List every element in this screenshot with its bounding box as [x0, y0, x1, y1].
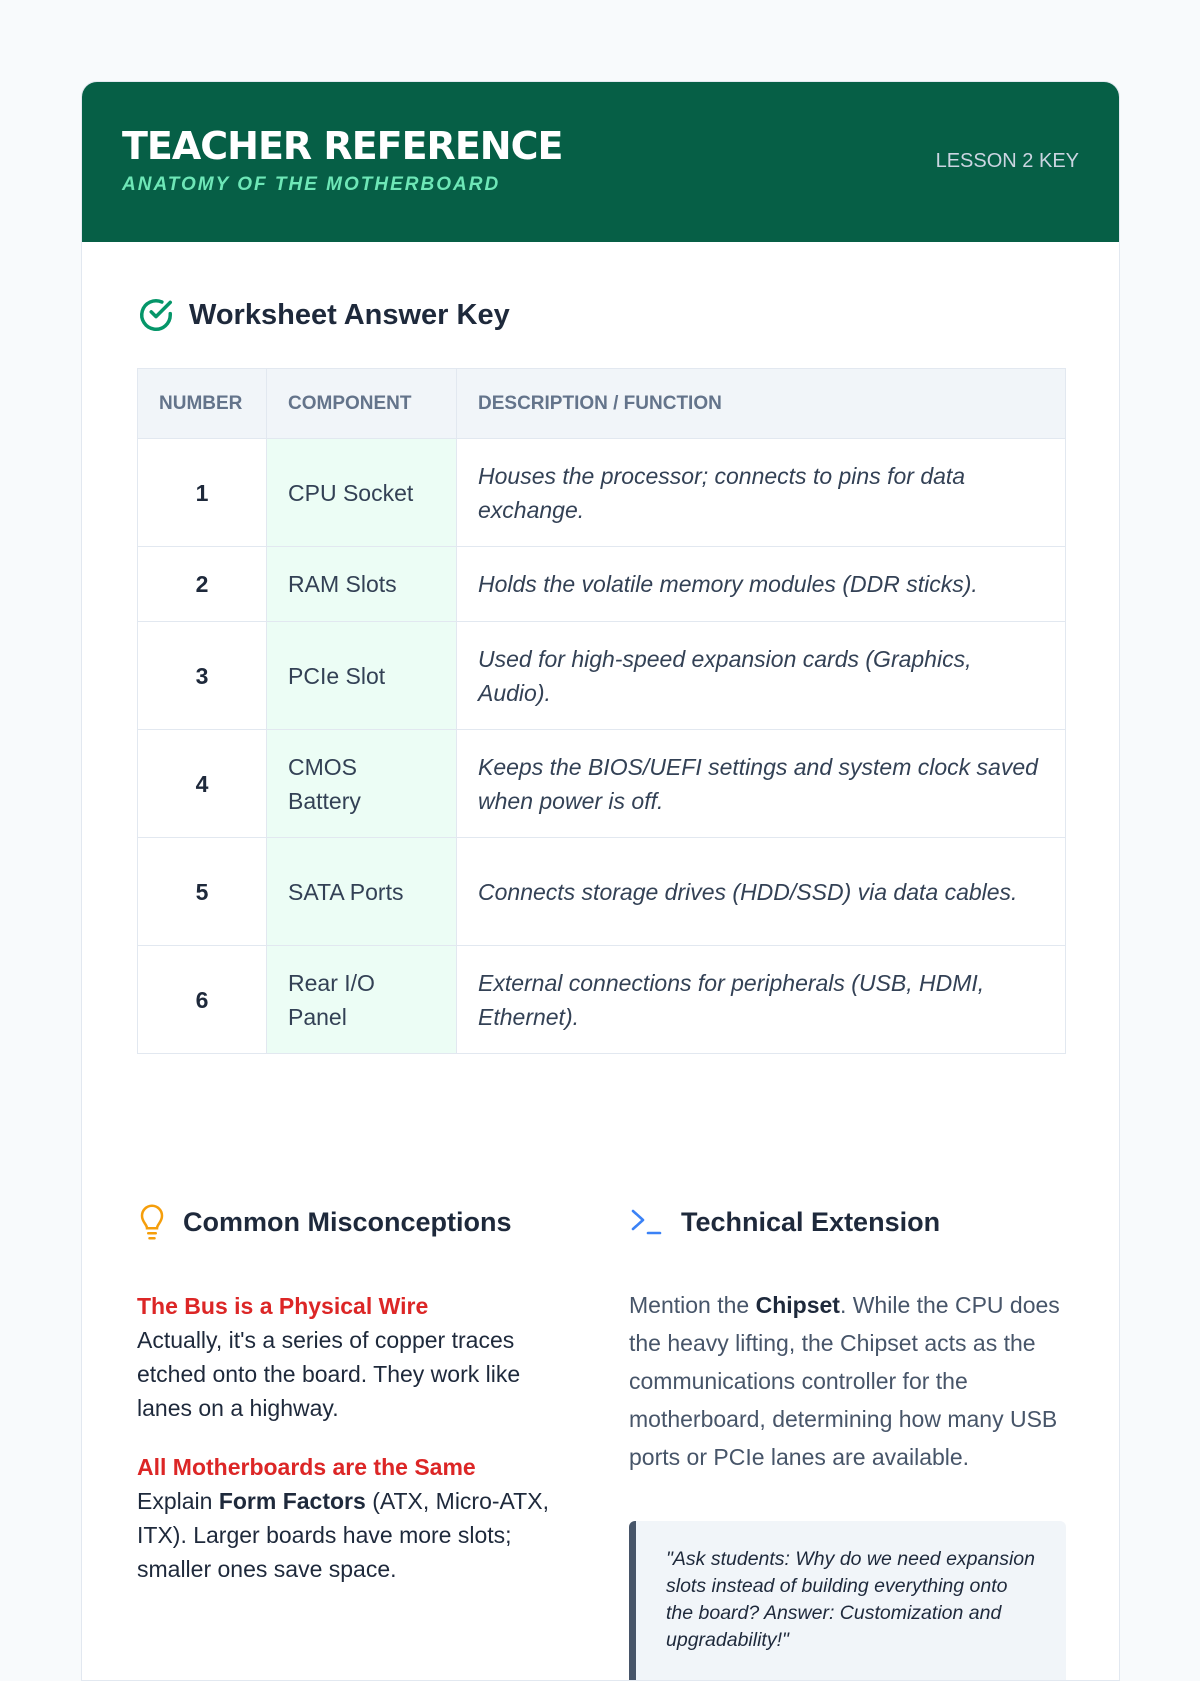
misconceptions-section — [137, 1202, 577, 1586]
section-title: Worksheet Answer Key — [189, 298, 510, 331]
terminal-icon — [629, 1207, 665, 1237]
cell-description: Connects storage drives (HDD/SSD) via data cables. — [457, 838, 1066, 946]
cell-number: 6 — [138, 946, 267, 1054]
cell-number: 1 — [138, 439, 267, 547]
extension-body — [629, 1286, 1066, 1476]
lesson-label: LESSON 2 KEY — [935, 150, 1079, 172]
check-circle-icon — [137, 296, 175, 334]
text: (ATX, Micro-ATX, ITX). Larger boards have more slots; smaller ones save space. — [137, 1488, 549, 1582]
teacher-quote: "Ask students: Why do we need expansion slots instead of building everything onto the board? Answer: Customization and upgradability!" — [629, 1521, 1066, 1681]
table-row — [138, 622, 1066, 730]
cell-number: 4 — [138, 730, 267, 838]
misconception-title: The Bus is a Physical Wire — [137, 1293, 429, 1319]
reference-card — [81, 81, 1120, 1681]
page-subtitle: ANATOMY OF THE MOTHERBOARD — [122, 174, 501, 195]
column-header: NUMBER — [138, 369, 267, 439]
table-row — [138, 730, 1066, 838]
cell-description: Used for high-speed expansion cards (Graphics, Audio). — [457, 622, 1066, 730]
extension-section — [629, 1202, 1066, 1681]
answer-key-heading — [137, 296, 510, 334]
column-header: COMPONENT — [267, 369, 457, 439]
cell-component: PCIe Slot — [267, 622, 457, 730]
cell-description: Holds the volatile memory modules (DDR sticks). — [457, 547, 1066, 622]
cell-component: RAM Slots — [267, 547, 457, 622]
cell-description: Houses the processor; connects to pins for data exchange. — [457, 439, 1066, 547]
cell-number: 2 — [138, 547, 267, 622]
header-banner — [82, 82, 1119, 242]
section-title: Common Misconceptions — [183, 1206, 512, 1237]
misconception-title: All Motherboards are the Same — [137, 1454, 476, 1480]
cell-description: Keeps the BIOS/UEFI settings and system clock saved when power is off. — [457, 730, 1066, 838]
cell-component: Rear I/O Panel — [267, 946, 457, 1054]
text-bold: Chipset — [755, 1292, 840, 1318]
page-title: TEACHER REFERENCE — [122, 124, 563, 168]
table-row — [138, 439, 1066, 547]
cell-description: External connections for peripherals (USB, HDMI, Ethernet). — [457, 946, 1066, 1054]
text: . While the CPU does the heavy lifting, the Chipset acts as the communications controller for the motherboard, determining how many USB ports or PCIe lanes are available. — [629, 1292, 1060, 1470]
misconception-item — [137, 1451, 577, 1586]
table-row — [138, 946, 1066, 1054]
cell-component: SATA Ports — [267, 838, 457, 946]
text: Explain — [137, 1488, 219, 1514]
lightbulb-icon — [137, 1203, 167, 1241]
cell-component: CPU Socket — [267, 439, 457, 547]
cell-component: CMOS Battery — [267, 730, 457, 838]
text: Mention the — [629, 1292, 756, 1318]
answer-key-table — [137, 368, 1066, 1054]
table-row — [138, 547, 1066, 622]
text-bold: Form Factors — [218, 1488, 366, 1514]
section-title: Technical Extension — [681, 1206, 941, 1237]
table-row — [138, 838, 1066, 946]
column-header: DESCRIPTION / FUNCTION — [457, 369, 1066, 439]
misconception-body: Actually, it's a series of copper traces etched onto the board. They work like lanes on a highway. — [137, 1327, 521, 1421]
cell-number: 5 — [138, 838, 267, 946]
misconception-body — [137, 1484, 577, 1586]
misconception-item — [137, 1290, 577, 1425]
cell-number: 3 — [138, 622, 267, 730]
